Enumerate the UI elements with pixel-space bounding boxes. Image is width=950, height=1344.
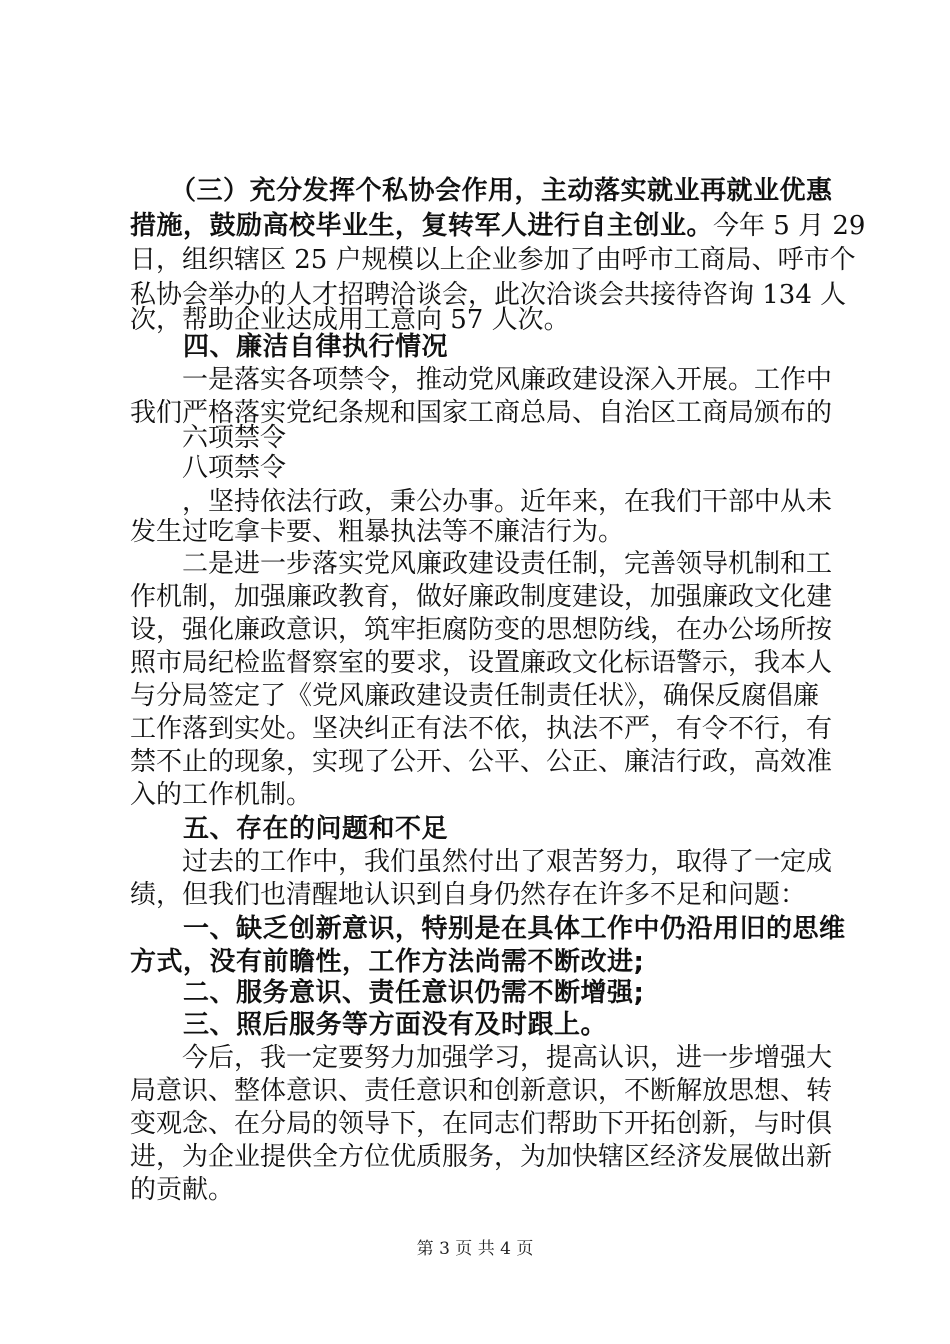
text-line: 三、照后服务等方面没有及时跟上。	[130, 1010, 608, 1040]
text-line: 私协会举办的人才招聘洽谈会，此次洽谈会共接待咨询 134 人	[130, 280, 847, 310]
text-line: 入的工作机制。	[130, 780, 313, 810]
text-line: 方式，没有前瞻性，工作方法尚需不断改进;	[130, 947, 645, 977]
text-line	[130, 209, 866, 243]
text-line: 四、廉洁自律执行情况	[130, 332, 449, 362]
text-line: 日，组织辖区 25 户规模以上企业参加了由呼市工商局、呼市个	[130, 245, 856, 275]
text-line: 设，强化廉政意识，筑牢拒腐防变的思想防线，在办公场所按	[130, 615, 833, 645]
text-line: 与分局签定了《党风廉政建设责任制责任状》，确保反腐倡廉	[130, 681, 820, 711]
text-line: 六项禁令	[130, 423, 287, 453]
text-line: 的贡献。	[130, 1175, 235, 1205]
text-line: 八项禁令	[130, 453, 287, 483]
text-line: 五、存在的问题和不足	[130, 814, 449, 844]
text-line: 过去的工作中，我们虽然付出了艰苦努力，取得了一定成	[130, 847, 833, 877]
text-line: ，坚持依法行政，秉公办事。近年来，在我们干部中从未	[130, 487, 833, 517]
text-line: 次，帮助企业达成用工意向 57 人次。	[130, 305, 570, 335]
text-line: 变观念、在分局的领导下，在同志们帮助下开拓创新，与时俱	[130, 1109, 833, 1139]
text-line-regular-part: 今年 5 月 29	[713, 211, 866, 241]
text-line: 发生过吃拿卡要、粗暴执法等不廉洁行为。	[130, 517, 625, 547]
text-line: 照市局纪检监督察室的要求，设置廉政文化标语警示，我本人	[130, 648, 833, 678]
text-line: 工作落到实处。坚决纠正有法不依，执法不严，有令不行，有	[130, 714, 833, 744]
text-line: 局意识、整体意识、责任意识和创新意识，不断解放思想、转	[130, 1076, 833, 1106]
text-line: （三）充分发挥个私协会作用，主动落实就业再就业优惠	[130, 176, 833, 206]
text-line: 绩，但我们也清醒地认识到自身仍然存在许多不足和问题：	[130, 880, 807, 910]
text-line: 今后，我一定要努力加强学习，提高认识，进一步增强大	[130, 1043, 833, 1073]
text-line: 作机制，加强廉政教育，做好廉政制度建设，加强廉政文化建	[130, 582, 833, 612]
text-line-bold-part: 措施，鼓励高校毕业生，复转军人进行自主创业。	[130, 211, 714, 241]
text-line: 二是进一步落实党风廉政建设责任制，完善领导机制和工	[130, 549, 833, 579]
text-line: 二、服务意识、责任意识仍需不断增强;	[130, 978, 645, 1008]
page-footer: 第 3 页 共 4 页	[416, 1239, 534, 1259]
text-line: 我们严格落实党纪条规和国家工商总局、自治区工商局颁布的	[130, 398, 833, 428]
text-line: 一是落实各项禁令，推动党风廉政建设深入开展。工作中	[130, 365, 833, 395]
text-line: 禁不止的现象，实现了公开、公平、公正、廉洁行政，高效准	[130, 747, 833, 777]
text-line: 进，为企业提供全方位优质服务，为加快辖区经济发展做出新	[130, 1142, 833, 1172]
text-line: 一、缺乏创新意识，特别是在具体工作中仍沿用旧的思维	[130, 914, 846, 944]
